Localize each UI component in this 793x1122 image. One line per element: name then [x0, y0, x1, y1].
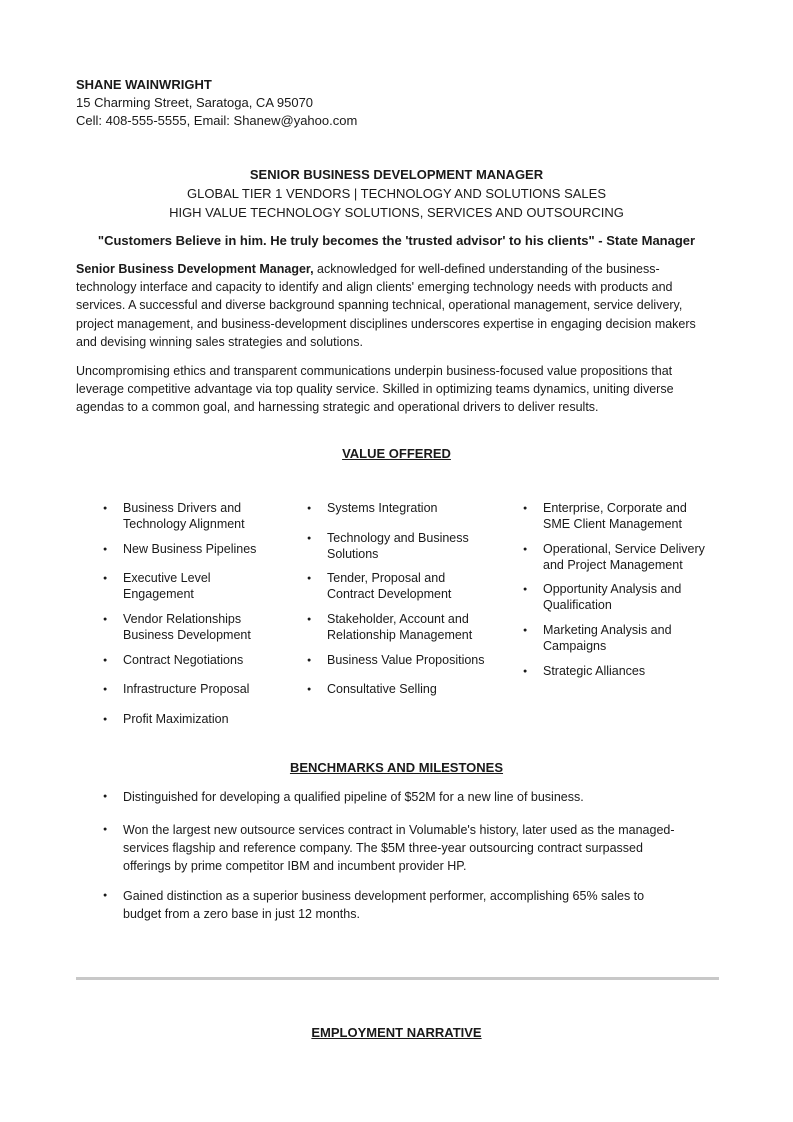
headline-line-3: HIGH VALUE TECHNOLOGY SOLUTIONS, SERVICES AND OUTSOURCING — [169, 205, 624, 220]
value-item: ● New Business Pipelines — [123, 542, 293, 558]
candidate-name: SHANE WAINWRIGHT — [76, 77, 212, 92]
value-offered-heading: VALUE OFFERED — [342, 446, 451, 461]
testimonial-quote: "Customers Believe in him. He truly becomes the 'trusted advisor' to his clients" - State Manager — [97, 233, 696, 248]
headline-title: SENIOR BUSINESS DEVELOPMENT MANAGER — [249, 167, 544, 182]
employment-heading: EMPLOYMENT NARRATIVE — [311, 1025, 482, 1040]
value-item: ● Tender, Proposal and Contract Development — [327, 571, 507, 602]
value-item: ● Operational, Service Delivery and Project Management — [543, 542, 723, 573]
value-item: ● Technology and Business Solutions — [327, 531, 507, 562]
value-item: ● Infrastructure Proposal — [123, 682, 293, 698]
value-item: ● Vendor Relationships Business Development — [123, 612, 293, 643]
value-item: ● Business Drivers and Technology Alignment — [123, 501, 293, 532]
benchmark-item: ● Distinguished for developing a qualified pipeline of $52M for a new line of business. — [123, 788, 683, 806]
value-item: ● Strategic Alliances — [543, 664, 723, 680]
value-item: ● Executive Level Engagement — [123, 571, 293, 602]
headline-line-2: GLOBAL TIER 1 VENDORS | TECHNOLOGY AND SOLUTIONS SALES — [186, 186, 607, 201]
value-item: ● Enterprise, Corporate and SME Client Management — [543, 501, 723, 532]
contact-block — [76, 76, 357, 130]
summary-lead: Senior Business Development Manager, — [76, 262, 314, 276]
address: 15 Charming Street, Saratoga, CA 95070 — [76, 95, 314, 110]
value-item: ● Profit Maximization — [123, 712, 293, 728]
benchmarks-heading: BENCHMARKS AND MILESTONES — [289, 760, 504, 775]
summary-text-1: acknowledged for well-defined understanding of the business-technology interface and capacity to identify and align clients' emerging technology needs with products and services. A successful and diverse background spanning technical, operational management, service delivery, project management, and business-development disciplines underscores expertise in engaging decision makers and devising winning sales strategies and solutions. — [76, 262, 696, 349]
value-item: ● Stakeholder, Account and Relationship Management — [327, 612, 507, 643]
headline-block — [76, 165, 717, 222]
benchmark-item: ● Won the largest new outsource services contract in Volumable's history, later used as the managed-services flagship and reference company. The $5M three-year outsourcing contract surpassed offerings by prime competitor IBM and incumbent provider HP. — [123, 821, 683, 876]
summary-paragraph-2: Uncompromising ethics and transparent communications underpin business-focused value propositions that leverage competitive advantage via top quality service. Skilled in optimizing teams dynamics, uniting diverse agendas to a common goal, and harnessing strategic and operational drivers to deliver results. — [76, 364, 674, 415]
phone-email: Cell: 408-555-5555, Email: Shanew@yahoo.com — [76, 113, 358, 128]
value-item: ● Opportunity Analysis and Qualification — [543, 582, 723, 613]
value-item: ● Business Value Propositions — [327, 653, 507, 669]
value-item: ● Marketing Analysis and Campaigns — [543, 623, 723, 654]
section-divider — [76, 977, 719, 980]
value-item: ● Systems Integration — [327, 501, 507, 517]
summary-paragraph-1 — [76, 260, 717, 351]
value-item: ● Consultative Selling — [327, 682, 507, 698]
value-item: ● Contract Negotiations — [123, 653, 293, 669]
benchmark-item: ● Gained distinction as a superior business development performer, accomplishing 65% sales to budget from a zero base in just 12 months. — [123, 887, 683, 923]
